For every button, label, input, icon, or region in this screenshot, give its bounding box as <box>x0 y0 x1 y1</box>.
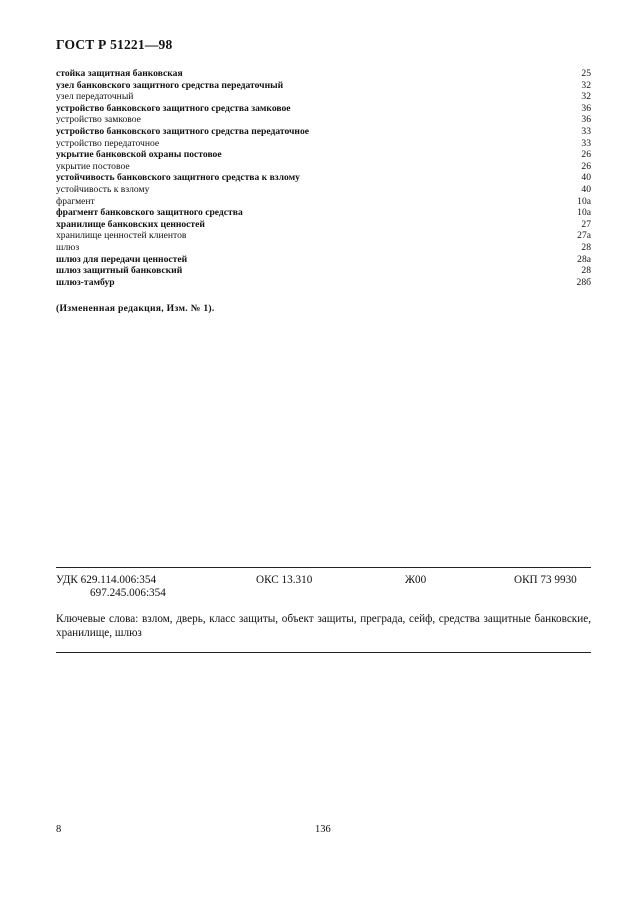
index-term: устройство банковского защитного средства замковое <box>56 102 291 114</box>
index-term: фрагмент банковского защитного средства <box>56 207 243 219</box>
udk-line-2: 697.245.006:354 <box>90 587 166 599</box>
index-row <box>56 80 591 92</box>
index-term: шлюз для передачи ценностей <box>56 253 188 265</box>
index-term: хранилище ценностей клиентов <box>56 230 187 242</box>
index-term: устойчивость банковского защитного средства к взлому <box>56 172 300 184</box>
index-page: 28б <box>576 276 591 288</box>
oks-code: ОКС 13.310 <box>256 574 313 586</box>
index-term: хранилище банковских ценностей <box>56 218 205 230</box>
index-page: 27а <box>577 230 591 242</box>
index-page: 32 <box>581 79 591 91</box>
index-row <box>56 161 591 173</box>
index-row <box>56 184 591 196</box>
index-page: 33 <box>581 125 591 137</box>
index-row <box>56 277 591 289</box>
index-term: шлюз <box>56 241 80 253</box>
index-term: шлюз-тамбур <box>56 276 115 288</box>
index-term: устойчивость к взлому <box>56 183 150 195</box>
index-term: устройство передаточное <box>56 137 160 149</box>
index-term: узел банковского защитного средства передаточный <box>56 79 284 91</box>
index-row <box>56 219 591 231</box>
index-row <box>56 254 591 266</box>
index-row <box>56 68 591 80</box>
index-page: 36 <box>581 102 591 114</box>
index-term: шлюз защитный банковский <box>56 265 183 277</box>
term-index <box>56 68 591 288</box>
page-number: 8 <box>56 824 62 835</box>
index-page: 32 <box>581 91 591 103</box>
index-row <box>56 103 591 115</box>
bottom-divider <box>56 652 591 653</box>
index-term: узел передаточный <box>56 91 134 103</box>
index-page: 36 <box>581 114 591 126</box>
index-term: укрытие постовое <box>56 160 130 172</box>
index-page: 26 <box>581 160 591 172</box>
index-page: 28а <box>577 253 591 265</box>
index-term: стойка защитная банковская <box>56 68 183 79</box>
index-row <box>56 207 591 219</box>
index-term: фрагмент <box>56 195 95 207</box>
index-page: 27 <box>581 218 591 230</box>
index-row <box>56 265 591 277</box>
index-page: 28 <box>581 241 591 253</box>
index-page: 26 <box>581 149 591 161</box>
sheet-number: 136 <box>315 824 331 835</box>
index-row <box>56 91 591 103</box>
index-row <box>56 114 591 126</box>
index-row <box>56 230 591 242</box>
top-divider <box>56 567 591 568</box>
index-page: 28 <box>581 265 591 277</box>
udk-line-1: УДК 629.114.006:354 <box>56 574 157 586</box>
document-header: ГОСТ Р 51221—98 <box>56 37 173 52</box>
index-row <box>56 172 591 184</box>
index-page: 33 <box>581 137 591 149</box>
udk-code <box>56 574 166 600</box>
okp-code: ОКП 73 9930 <box>514 574 577 586</box>
keywords: Ключевые слова: взлом, дверь, класс защиты, объект защиты, преграда, сейф, средства защитные банковские, хранилище, шлюз <box>56 613 591 639</box>
amendment-note: (Измененная редакция, Изм. № 1). <box>56 303 215 314</box>
index-row <box>56 138 591 150</box>
index-page: 25 <box>581 68 591 79</box>
index-page: 10а <box>577 207 591 219</box>
index-term: устройство банковского защитного средства передаточное <box>56 125 310 137</box>
index-row <box>56 196 591 208</box>
zh-code: Ж00 <box>405 574 427 586</box>
index-row <box>56 242 591 254</box>
index-row <box>56 126 591 138</box>
index-page: 40 <box>581 183 591 195</box>
index-page: 10а <box>577 195 591 207</box>
index-row <box>56 149 591 161</box>
index-term: устройство замковое <box>56 114 141 126</box>
index-term: укрытие банковской охраны постовое <box>56 149 222 161</box>
index-page: 40 <box>581 172 591 184</box>
